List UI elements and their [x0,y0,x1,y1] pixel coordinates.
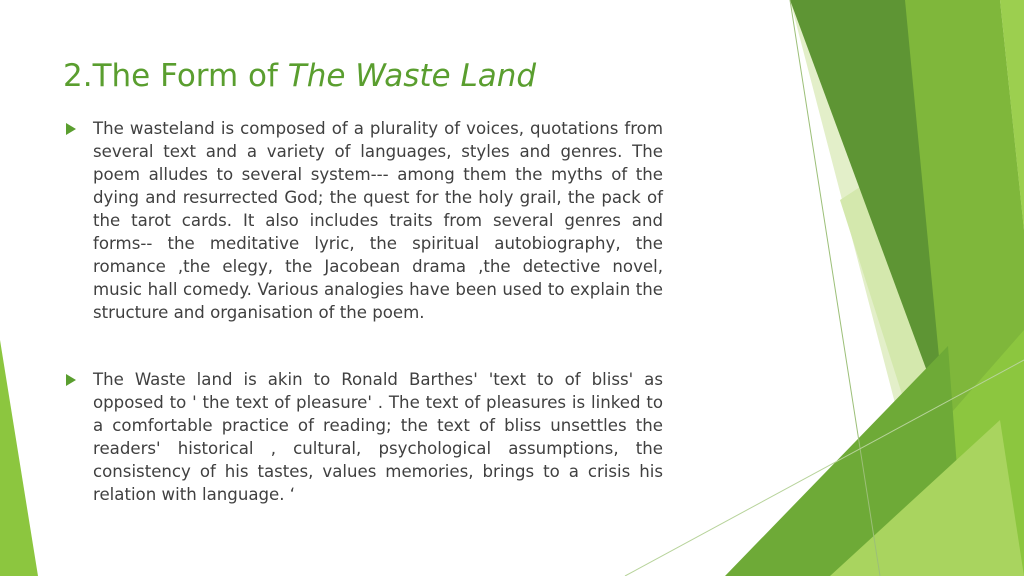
title-italic: The Waste Land [287,58,537,94]
bullet-arrow-icon [66,374,76,386]
decor-left-sliver [0,340,38,576]
slide-title [63,56,536,96]
bullet-item [63,368,663,506]
bullet-item [63,117,663,324]
bullet-text: The Waste land is akin to Ronald Barthes' 'text to of bliss' as opposed to ' the text of pleasure' . The text of pleasures is linked to a comfortable practice of reading; the text of bliss unsettles the readers' historical , cultural, psychological assumptions, the consistency of his tastes, values memories, brings to a crisis his relation with language. ‘ [93,370,663,504]
title-prefix: 2.The Form of [63,58,288,94]
bullet-list [63,117,663,506]
bullet-text: The wasteland is composed of a plurality of voices, quotations from several text and a variety of languages, styles and genres. The poem alludes to several system--- among them the myths of the dying and resurrected God; the quest for the holy grail, the pack of the tarot cards. It also includes traits from several genres and forms-- the meditative lyric, the spiritual autobiography, the romance ,the elegy, the Jacobean drama ,the detective novel, music hall comedy. Various analogies have been used to explain the structure and organisation of the poem. [93,119,663,322]
bullet-arrow-icon [66,123,76,135]
